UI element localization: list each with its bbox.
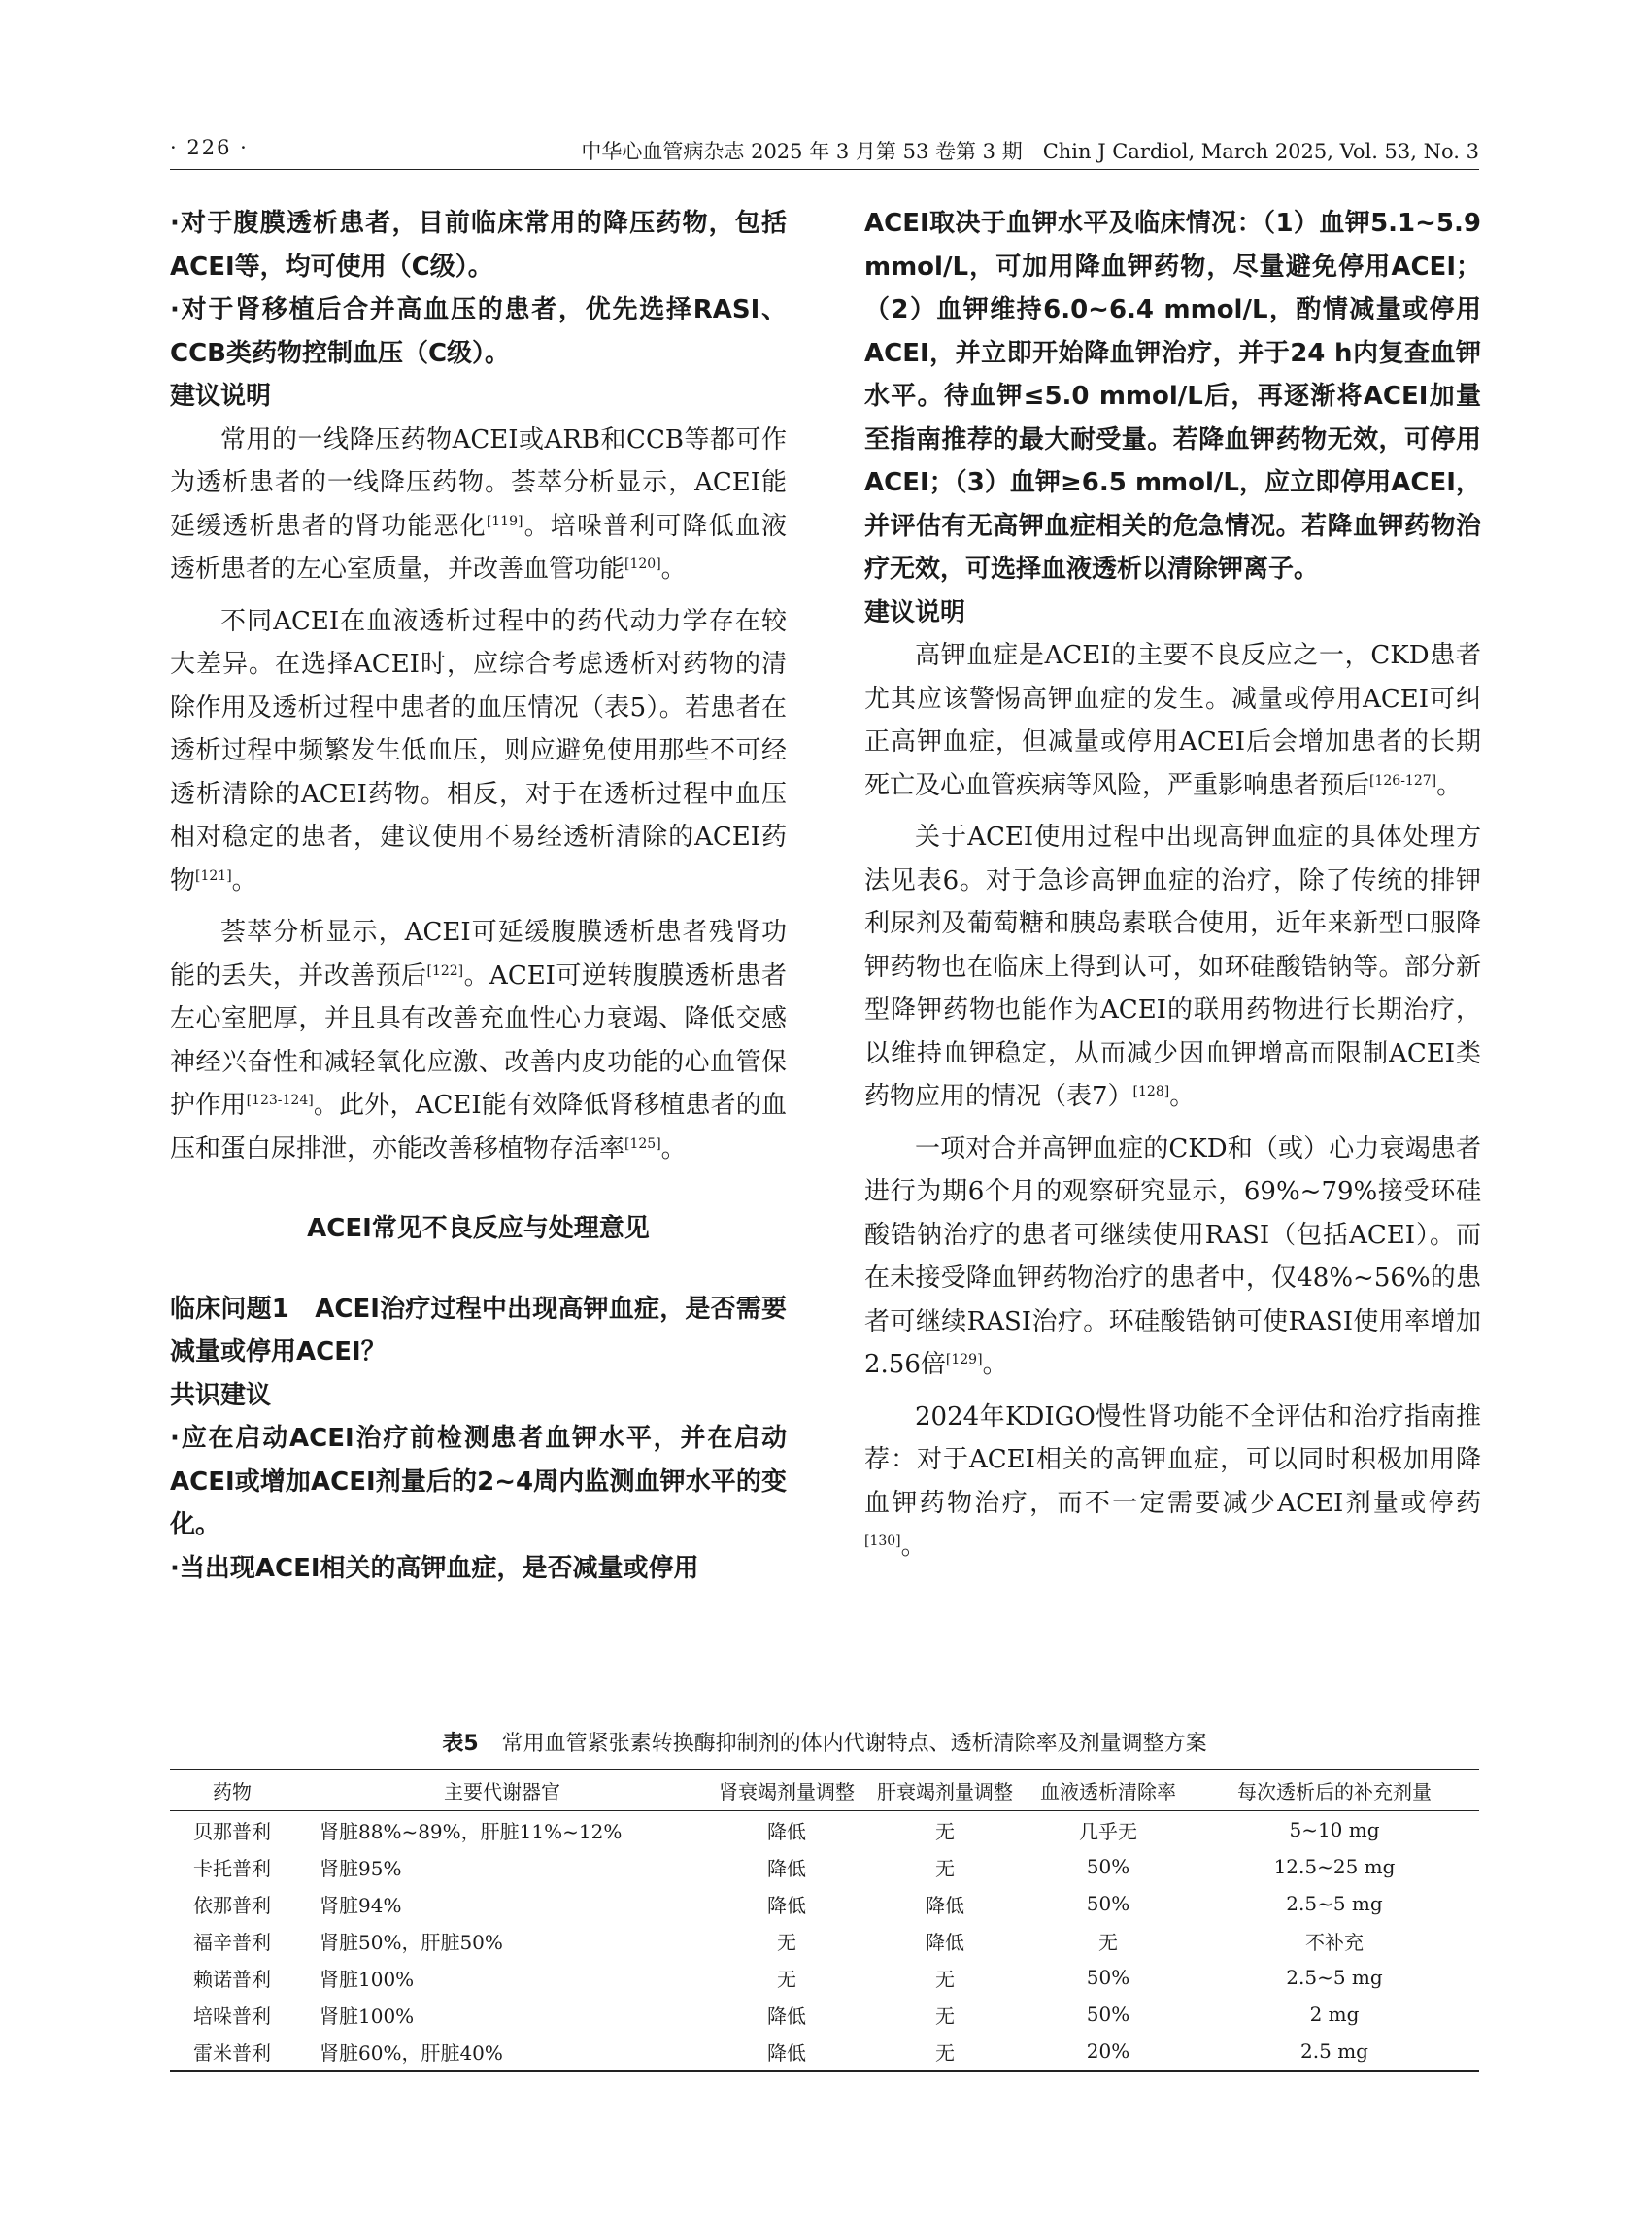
- paragraph: 关于ACEI使用过程中出现高钾血症的具体处理方法见表6。对于急诊高钾血症的治疗，除了传统的排钾利尿剂及葡萄糖和胰岛素联合使用，近年来新型口服降钾药物也在临床上得到认可，如环硅酸锆钠等。部分新型降钾药物也能作为ACEI的联用药物进行长期治疗，以维持血钾稳定，从而减少因血钾增高而限制ACEI类药物应用的情况（表7）[128]。: [864, 823, 1481, 1111]
- recommendation-peritoneal: ·对于腹膜透析患者，目前临床常用的降压药物，包括ACEI等，均可使用（C级）。: [170, 209, 787, 282]
- table-cell: 肾脏94%: [320, 1893, 402, 1917]
- table-cell: 降低: [767, 1893, 806, 1917]
- table-header-row: [170, 1770, 1479, 1811]
- table-cell: 50%: [1086, 2003, 1130, 2026]
- table-cell: 50%: [1086, 1892, 1130, 1915]
- table-cell: 肾脏50%，肝脏50%: [320, 1930, 503, 1954]
- table-cell: 无: [935, 1967, 955, 1991]
- table-cell: 雷米普利: [193, 2040, 271, 2065]
- table-cell: 贝那普利: [193, 1819, 271, 1843]
- table-cell: 降低: [926, 1893, 964, 1917]
- table-cell: 培哚普利: [193, 2004, 271, 2028]
- table-cell: 无: [935, 2004, 955, 2028]
- paragraph: 一项对合并高钾血症的CKD和（或）心力衰竭患者进行为期6个月的观察研究显示，69%~79%接受环硅酸锆钠治疗的患者可继续使用RASI（包括ACEI）。而在未接受降血钾药物治疗的患者中，仅48%~56%的患者可继续RASI治疗。环硅酸锆钠可使RASI使用率增加2.56倍[129]。: [864, 1133, 1481, 1379]
- table-cell: 无: [777, 1967, 796, 1991]
- journal-citation: 中华心血管病杂志 2025 年 3 月第 53 卷第 3 期 Chin J Cardiol, March 2025, Vol. 53, No. 3: [581, 140, 1479, 163]
- table-cell: 肾脏95%: [320, 1856, 402, 1880]
- column-header: 血液透析清除率: [1040, 1780, 1176, 1804]
- table-row: [170, 2033, 1479, 2071]
- recommendation-hyperkalemia: ·当出现ACEI相关的高钾血症，是否减量或停用: [170, 1553, 699, 1583]
- table-cell: 肾脏60%，肝脏40%: [320, 2040, 503, 2065]
- citation: [120]: [624, 556, 661, 572]
- table-5: [170, 1727, 1479, 2072]
- column-header: 药物: [213, 1780, 252, 1804]
- table-cell: 赖诺普利: [193, 1967, 271, 1991]
- recommendation-monitoring: ·应在启动ACEI治疗前检测患者血钾水平，并在启动ACEI或增加ACEI剂量后的2~4周内监测血钾水平的变化。: [170, 1424, 787, 1539]
- column-header: 肾衰竭剂量调整: [719, 1780, 855, 1804]
- table-row: [170, 1996, 1479, 2033]
- paragraph: 2024年KDIGO慢性肾功能不全评估和治疗指南推荐：对于ACEI相关的高钾血症，可以同时积极加用降血钾药物治疗，而不一定需要减少ACEI剂量或停药[130]。: [864, 1401, 1481, 1561]
- table-cell: 2.5~5 mg: [1286, 1966, 1383, 1989]
- table-caption: [170, 1727, 1479, 1757]
- table-row: [170, 1848, 1479, 1885]
- table-row: [170, 1922, 1479, 1959]
- table-cell: 无: [1098, 1930, 1118, 1954]
- section-title: ACEI常见不良反应与处理意见: [307, 1214, 650, 1243]
- citation: [130]: [864, 1534, 901, 1549]
- citation: [125]: [624, 1135, 661, 1152]
- table-cell: 50%: [1086, 1855, 1130, 1878]
- table-cell: 降低: [767, 2004, 806, 2028]
- table-cell: 无: [935, 2040, 955, 2065]
- table-cell: 2 mg: [1309, 2003, 1360, 2026]
- recommendation-hyperkalemia-continued: ACEI取决于血钾水平及临床情况：（1）血钾5.1~5.9 mmol/L，可加用降血钾药物，尽量避免停用ACEI；（2）血钾维持6.0~6.4 mmol/L，酌情减量或停用ACEI，并立即开始降血钾治疗，并于24 h内复查血钾水平。待血钾≤5.0 mmol/L后，再逐渐将ACEI加量至指南推荐的最大耐受量。若降血钾药物无效，可停用ACEI；（3）血钾≥6.5 mmol/L，应立即停用ACEI，并评估有无高钾血症相关的危急情况。若降血钾药物治疗无效，可选择血液透析以清除钾离子。: [864, 209, 1481, 584]
- table-cell: 2.5 mg: [1300, 2040, 1368, 2063]
- table-cell: 不补充: [1305, 1930, 1364, 1954]
- right-column: [864, 202, 1481, 1568]
- table-title: 常用血管紧张素转换酶抑制剂的体内代谢特点、透析清除率及剂量调整方案: [501, 1732, 1207, 1756]
- table-cell: 无: [935, 1856, 955, 1880]
- note-heading: 建议说明: [170, 382, 272, 411]
- citation: [128]: [1132, 1084, 1170, 1099]
- table-cell: 降低: [767, 2040, 806, 2065]
- column-header: 肝衰竭剂量调整: [877, 1780, 1013, 1804]
- left-column: [170, 202, 787, 1590]
- citation: [123-124]: [246, 1093, 314, 1108]
- table-cell: 几乎无: [1079, 1819, 1137, 1843]
- column-header: 主要代谢器官: [444, 1780, 560, 1804]
- table-cell: 12.5~25 mg: [1273, 1855, 1396, 1878]
- table-number: 表5: [442, 1732, 479, 1756]
- note-heading: 建议说明: [864, 597, 966, 627]
- column-header: 每次透析后的补充剂量: [1237, 1780, 1432, 1804]
- paragraph: 常用的一线降压药物ACEI或ARB和CCB等都可作为透析患者的一线降压药物。荟萃分析显示，ACEI能延缓透析患者的肾功能恶化[119]。培哚普利可降低血液透析患者的左心室质量，并改善血管功能[120]。: [170, 424, 787, 584]
- table-cell: 卡托普利: [193, 1856, 271, 1880]
- recommendation-transplant: ·对于肾移植后合并高血压的患者，优先选择RASI、CCB类药物控制血压（C级）。: [170, 295, 787, 368]
- table-row: [170, 1959, 1479, 1996]
- paragraph: 高钾血症是ACEI的主要不良反应之一，CKD患者尤其应该警惕高钾血症的发生。减量或停用ACEI可纠正高钾血症，但减量或停用ACEI后会增加患者的长期死亡及心血管疾病等风险，严重影响患者预后[126-127]。: [864, 641, 1481, 800]
- data-table: [170, 1769, 1479, 2072]
- table-cell: 降低: [767, 1856, 806, 1880]
- table-cell: 降低: [926, 1930, 964, 1954]
- citation: [119]: [486, 513, 523, 529]
- consensus-heading: 共识建议: [170, 1380, 272, 1410]
- table-cell: 肾脏88%~89%，肝脏11%~12%: [320, 1819, 623, 1843]
- citation: [126-127]: [1369, 772, 1437, 789]
- table-cell: 20%: [1086, 2040, 1130, 2063]
- table-cell: 降低: [767, 1819, 806, 1843]
- citation: [129]: [945, 1352, 983, 1367]
- table-cell: 福辛普利: [193, 1930, 271, 1954]
- table-cell: 5~10 mg: [1289, 1818, 1380, 1841]
- paragraph: 不同ACEI在血液透析过程中的药代动力学存在较大差异。在选择ACEI时，应综合考虑透析对药物的清除作用及透析过程中患者的血压情况（表5）。若患者在透析过程中频繁发生低血压，则应避免使用那些不可经透析清除的ACEI药物。相反，对于在透析过程中血压相对稳定的患者，建议使用不易经透析清除的ACEI药物[121]。: [170, 606, 787, 895]
- table-cell: 依那普利: [193, 1893, 271, 1917]
- table-cell: 无: [935, 1819, 955, 1843]
- page-number: · 226 ·: [170, 136, 249, 159]
- table-row: [170, 1885, 1479, 1922]
- paragraph: 荟萃分析显示，ACEI可延缓腹膜透析患者残肾功能的丢失，并改善预后[122]。ACEI可逆转腹膜透析患者左心室肥厚，并且具有改善充血性心力衰竭、降低交感神经兴奋性和减轻氧化应激、改善内皮功能的心血管保护作用[123-124]。此外，ACEI能有效降低肾移植患者的血压和蛋白尿排泄，亦能改善移植物存活率[125]。: [170, 918, 787, 1163]
- table-cell: 无: [777, 1930, 796, 1954]
- clinical-question: 临床问题1 ACEI治疗过程中出现高钾血症，是否需要减量或停用ACEI？: [170, 1294, 787, 1366]
- citation: [122]: [426, 962, 464, 979]
- table-cell: 2.5~5 mg: [1286, 1892, 1383, 1915]
- table-cell: 肾脏100%: [320, 1967, 415, 1991]
- running-header: [170, 130, 1479, 170]
- table-row: [170, 1811, 1479, 1849]
- citation: [121]: [195, 867, 232, 884]
- table-cell: 50%: [1086, 1966, 1130, 1989]
- table-cell: 肾脏100%: [320, 2004, 415, 2028]
